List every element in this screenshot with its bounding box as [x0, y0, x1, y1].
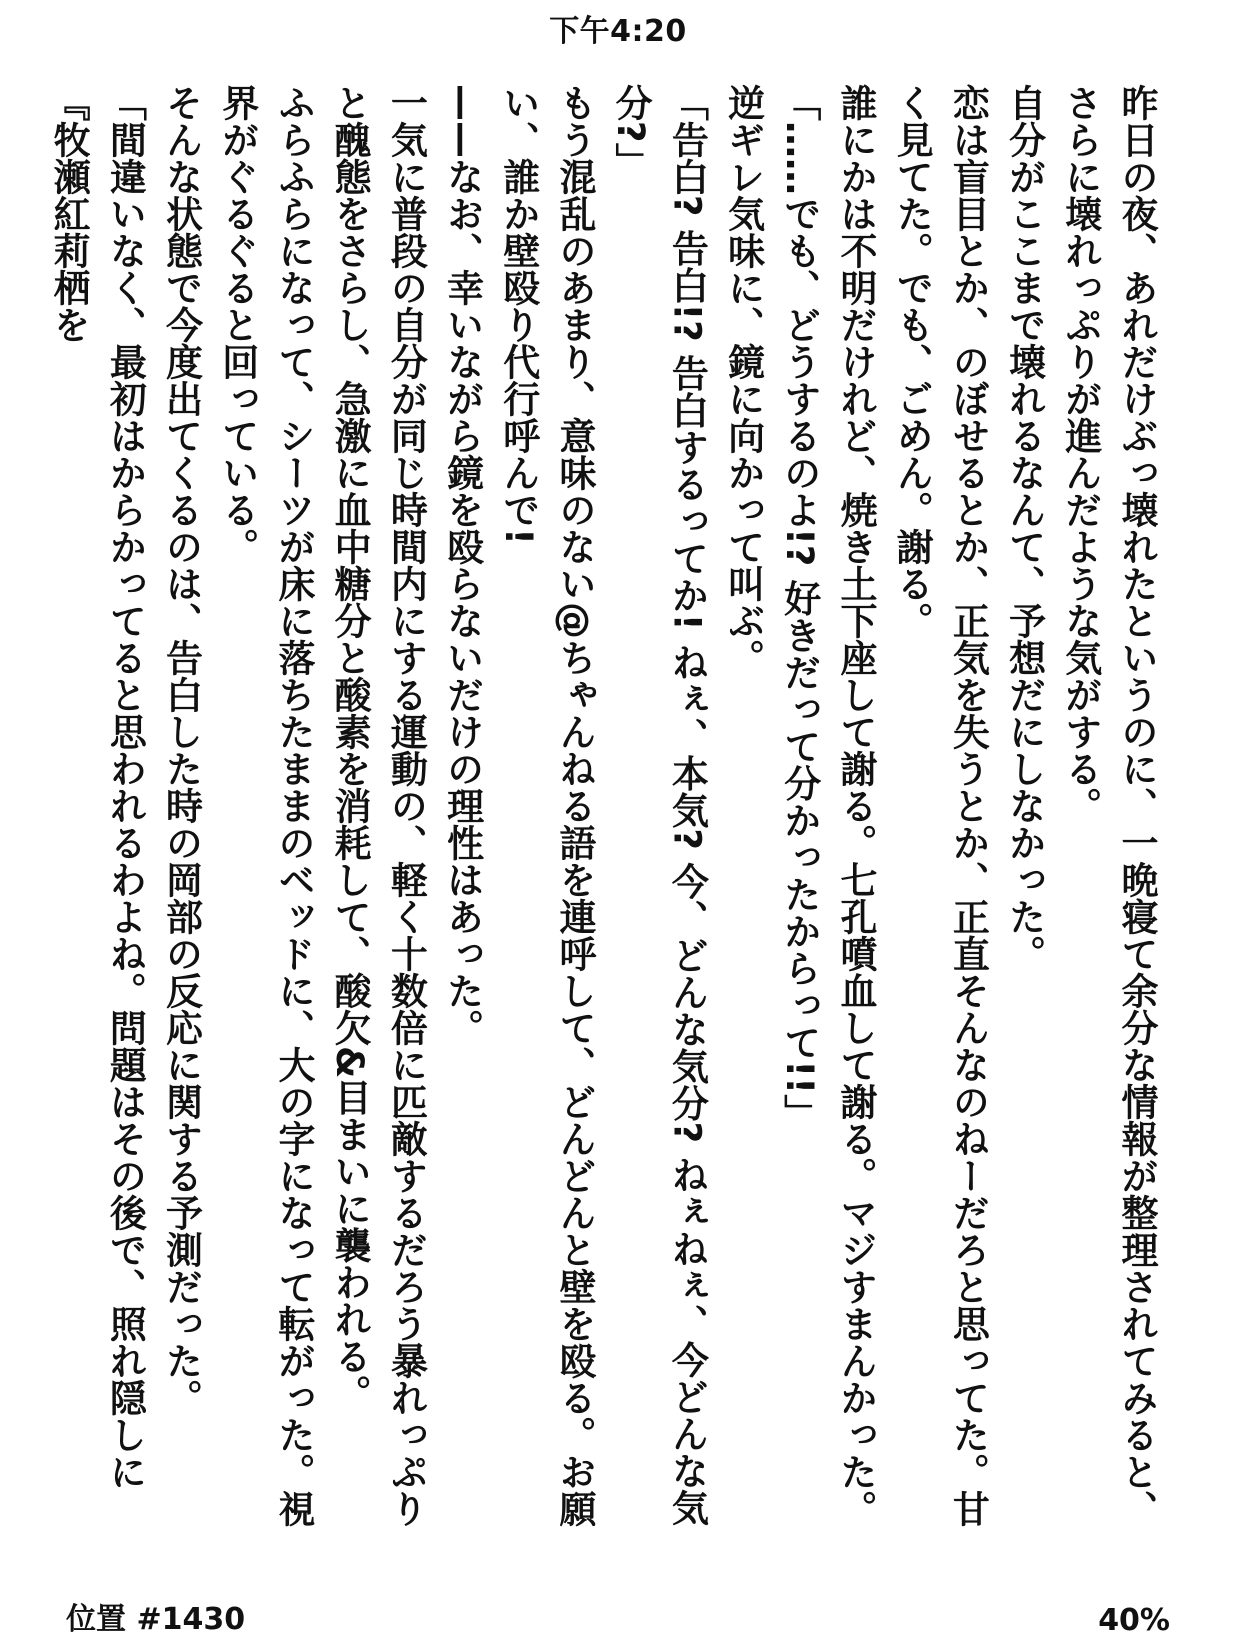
- paragraph: 一気に普段の自分が同じ時間内にする運動の、軽く十数倍に匹敵するだろう暴れっぷりと醜態をさらし、急激に血中糖分と酸素を消耗して、酸欠&目まいに襲われる。: [328, 84, 428, 1527]
- paragraph: 自分がここまで壊れるなんて、予想だにしなかった。: [1002, 84, 1046, 972]
- paragraph: そんな状態で今度出てくるのは、告白した時の岡部の反応に関する予測だった。: [159, 84, 203, 1416]
- paragraph: 恋は盲目とか、のぼせるとか、正気を失うとか、正直そんなのねーだろと思ってた。甘く見てた。でも、ごめん。謝る。: [890, 84, 990, 1527]
- paragraph: ふらふらになって、シーツが床に落ちたままのベッドに、大の字になって転がった。視界がぐるぐると回っている。: [215, 84, 315, 1527]
- paragraph: 「……でも、どうするのよ!? 好きだって分かったからって!!」: [777, 84, 821, 1131]
- status-bar-time: 下午4:20: [549, 14, 687, 49]
- paragraph: 「告白? 告白!? 告白するってか! ねぇ、本気? 今、どんな気分? ねぇねぇ、今どんな気分?」: [609, 84, 709, 1527]
- paragraph: 誰にかは不明だけれど、焼き土下座して謝る。七孔噴血して謝る。マジすまんかった。: [833, 84, 877, 1527]
- book-text-column-area[interactable]: [47, 84, 1164, 1554]
- paragraph: もう混乱のあまり、意味のない@ちゃんねる語を連呼して、どんどんと壁を殴る。お願い、誰か壁殴り代行呼んで!: [496, 84, 596, 1527]
- paragraph: ——なお、幸いながら鏡を殴らないだけの理性はあった。: [440, 84, 484, 1046]
- paragraph: 逆ギレ気味に、鏡に向かって叫ぶ。: [721, 84, 765, 676]
- reading-progress-percent: 40%: [1098, 1603, 1170, 1638]
- reading-location-indicator[interactable]: 位置 #1430: [66, 1602, 246, 1637]
- paragraph: 昨日の夜、あれだけぶっ壊れたというのに、一晩寝て余分な情報が整理されてみると、さらに壊れっぷりが進んだような気がする。: [1058, 84, 1158, 1527]
- paragraph: 「間違いなく、最初はからかってると思われるわよね。問題はその後で、照れ隠しに『牧瀬紅莉栖を: [47, 84, 147, 1490]
